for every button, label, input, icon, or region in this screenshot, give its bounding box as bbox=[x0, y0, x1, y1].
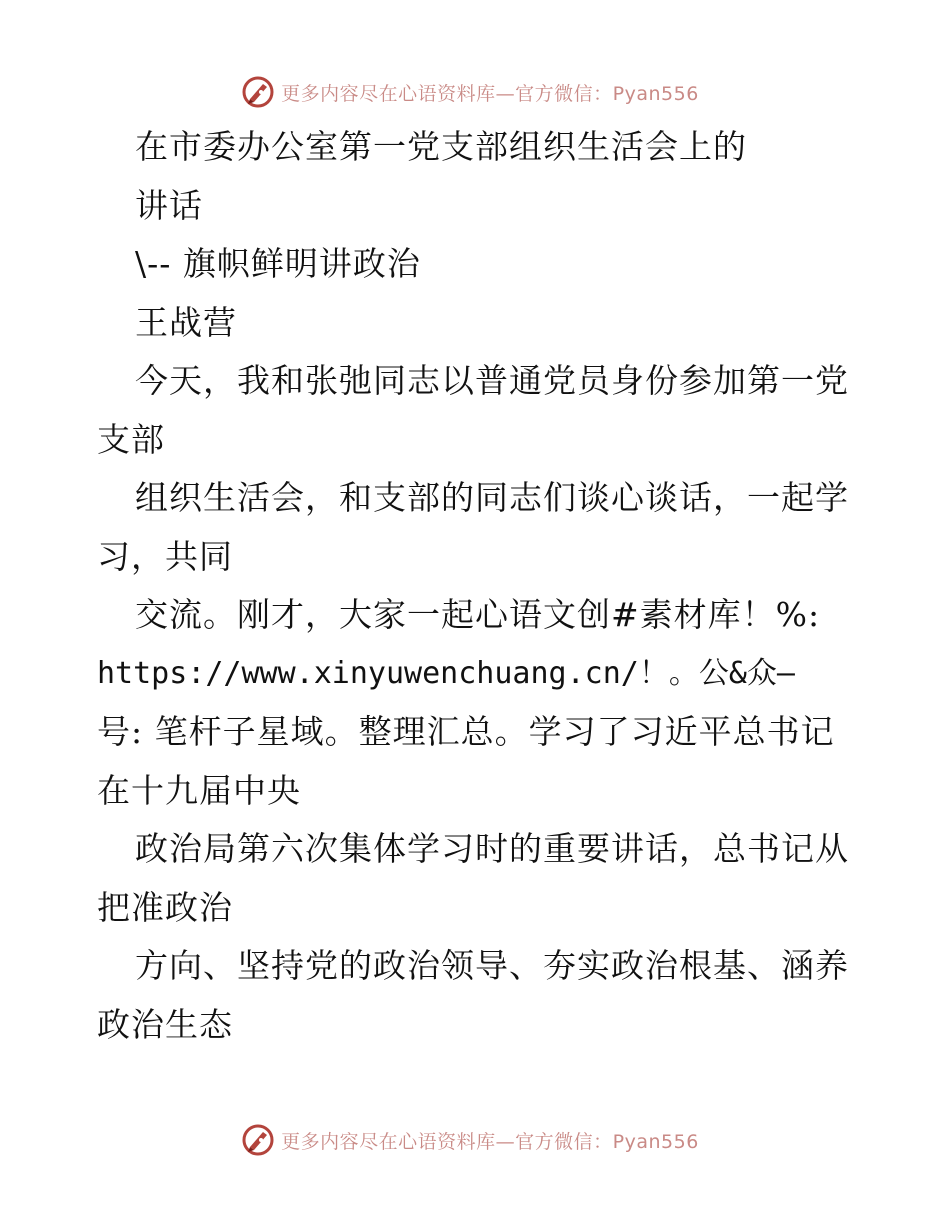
watermark-text bbox=[281, 1127, 699, 1154]
watermark-text-cn: 更多内容尽在心语资料库—官方微信： bbox=[281, 1130, 613, 1153]
paragraph-line: 政治局第六次集体学习时的重要讲话，总书记从 bbox=[135, 829, 849, 868]
watermark-text bbox=[281, 79, 699, 106]
paragraph-line: 号: 笔杆子星域。整理汇总。学习了习近平总书记 bbox=[97, 712, 835, 751]
watermark-text-cn: 更多内容尽在心语资料库—官方微信： bbox=[281, 82, 613, 105]
watermark-group bbox=[241, 1123, 699, 1157]
document-body bbox=[97, 118, 857, 1054]
paragraph-line: 组织生活会，和支部的同志们谈心谈话，一起学 bbox=[135, 478, 849, 517]
pen-circle-logo-icon bbox=[241, 75, 275, 109]
paragraph-line: 习，共同 bbox=[97, 536, 233, 576]
paragraph-line: 政治生态 bbox=[97, 1004, 233, 1044]
header-watermark bbox=[0, 72, 950, 112]
doc-subtitle: \-- 旗帜鲜明讲政治 bbox=[135, 244, 421, 283]
paragraph-line: 方向、坚持党的政治领导、夯实政治根基、涵养 bbox=[135, 946, 849, 985]
watermark-group bbox=[241, 75, 699, 109]
paragraph-line-url: https://www.xinyuwenchuang.cn/！。公&众— bbox=[97, 655, 795, 691]
doc-title-line-1: 在市委办公室第一党支部组织生活会上的 bbox=[135, 127, 747, 166]
doc-title-line-2: 讲话 bbox=[135, 185, 203, 225]
watermark-wechat-id: Pyan556 bbox=[612, 1130, 699, 1153]
watermark-wechat-id: Pyan556 bbox=[612, 82, 699, 105]
paragraph-line: 交流。刚才，大家一起心语文创#素材库！%: bbox=[135, 595, 821, 634]
doc-author: 王战营 bbox=[135, 302, 237, 342]
paragraph-line: 把准政治 bbox=[97, 887, 233, 927]
footer-watermark bbox=[0, 1120, 950, 1160]
paragraph-line: 在十九届中央 bbox=[97, 770, 301, 810]
paragraph-line: 支部 bbox=[97, 419, 165, 459]
paragraph-line: 今天，我和张弛同志以普通党员身份参加第一党 bbox=[135, 361, 849, 400]
pen-circle-logo-icon bbox=[241, 1123, 275, 1157]
